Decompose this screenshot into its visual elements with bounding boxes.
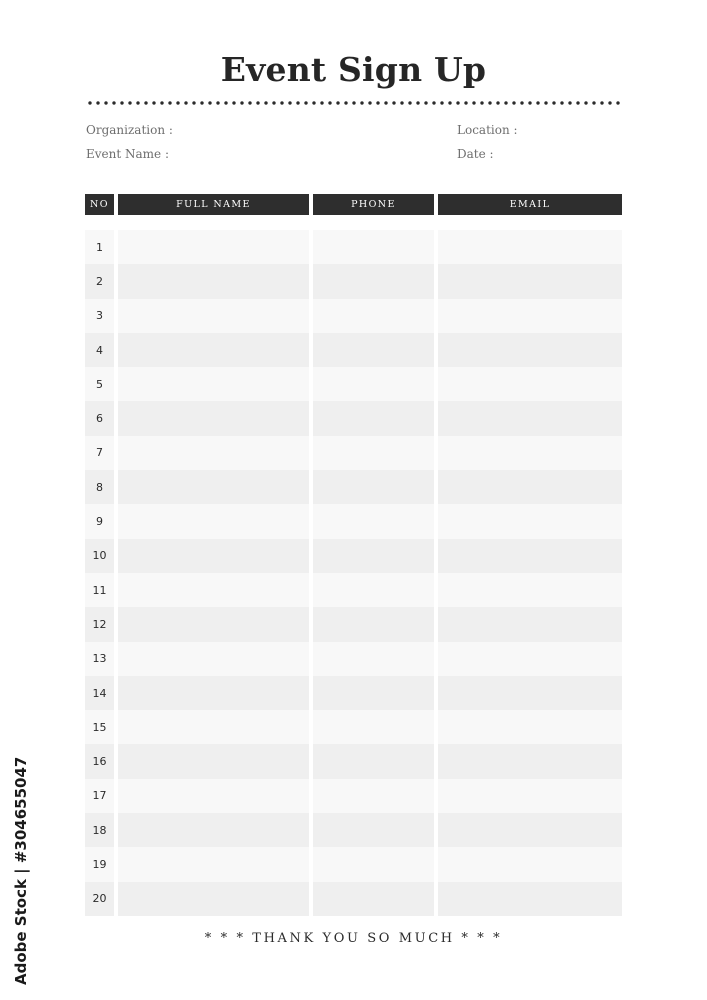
location-label: Location : bbox=[457, 123, 518, 137]
email-cell[interactable] bbox=[438, 367, 622, 401]
column-header-email: EMAIL bbox=[438, 194, 622, 215]
page-title: Event Sign Up bbox=[220, 50, 487, 89]
row-number: 6 bbox=[85, 401, 114, 435]
email-cell[interactable] bbox=[438, 504, 622, 538]
full-name-cell[interactable] bbox=[118, 436, 309, 470]
table-row bbox=[85, 504, 622, 538]
phone-cell[interactable] bbox=[313, 470, 434, 504]
table-row bbox=[85, 847, 622, 881]
email-cell[interactable] bbox=[438, 642, 622, 676]
phone-cell[interactable] bbox=[313, 401, 434, 435]
email-cell[interactable] bbox=[438, 436, 622, 470]
full-name-cell[interactable] bbox=[118, 676, 309, 710]
row-number: 4 bbox=[85, 333, 114, 367]
email-cell[interactable] bbox=[438, 882, 622, 916]
table-row bbox=[85, 367, 622, 401]
full-name-cell[interactable] bbox=[118, 573, 309, 607]
row-number: 16 bbox=[85, 744, 114, 778]
column-header-full-name: FULL NAME bbox=[118, 194, 309, 215]
email-cell[interactable] bbox=[438, 607, 622, 641]
email-cell[interactable] bbox=[438, 744, 622, 778]
email-cell[interactable] bbox=[438, 401, 622, 435]
full-name-cell[interactable] bbox=[118, 710, 309, 744]
row-number: 15 bbox=[85, 710, 114, 744]
full-name-cell[interactable] bbox=[118, 367, 309, 401]
phone-cell[interactable] bbox=[313, 676, 434, 710]
email-cell[interactable] bbox=[438, 539, 622, 573]
full-name-cell[interactable] bbox=[118, 264, 309, 298]
phone-cell[interactable] bbox=[313, 847, 434, 881]
column-header-phone: PHONE bbox=[313, 194, 434, 215]
table-row bbox=[85, 882, 622, 916]
full-name-cell[interactable] bbox=[118, 539, 309, 573]
stock-watermark-id: Adobe Stock | #304655047 bbox=[12, 756, 30, 985]
date-label: Date : bbox=[457, 147, 494, 161]
email-cell[interactable] bbox=[438, 779, 622, 813]
row-number: 17 bbox=[85, 779, 114, 813]
row-number: 2 bbox=[85, 264, 114, 298]
email-cell[interactable] bbox=[438, 573, 622, 607]
table-row bbox=[85, 436, 622, 470]
full-name-cell[interactable] bbox=[118, 504, 309, 538]
full-name-cell[interactable] bbox=[118, 401, 309, 435]
table-row bbox=[85, 539, 622, 573]
row-number: 11 bbox=[85, 573, 114, 607]
full-name-cell[interactable] bbox=[118, 470, 309, 504]
phone-cell[interactable] bbox=[313, 573, 434, 607]
table-row bbox=[85, 401, 622, 435]
row-number: 3 bbox=[85, 299, 114, 333]
email-cell[interactable] bbox=[438, 710, 622, 744]
table-row bbox=[85, 333, 622, 367]
phone-cell[interactable] bbox=[313, 710, 434, 744]
email-cell[interactable] bbox=[438, 676, 622, 710]
phone-cell[interactable] bbox=[313, 642, 434, 676]
row-number: 20 bbox=[85, 882, 114, 916]
phone-cell[interactable] bbox=[313, 539, 434, 573]
full-name-cell[interactable] bbox=[118, 642, 309, 676]
dotted-divider bbox=[86, 100, 622, 106]
column-header-no: NO bbox=[85, 194, 114, 215]
row-number: 9 bbox=[85, 504, 114, 538]
full-name-cell[interactable] bbox=[118, 230, 309, 264]
table-row bbox=[85, 710, 622, 744]
email-cell[interactable] bbox=[438, 813, 622, 847]
phone-cell[interactable] bbox=[313, 607, 434, 641]
table-row bbox=[85, 813, 622, 847]
full-name-cell[interactable] bbox=[118, 607, 309, 641]
email-cell[interactable] bbox=[438, 470, 622, 504]
full-name-cell[interactable] bbox=[118, 333, 309, 367]
row-number: 19 bbox=[85, 847, 114, 881]
phone-cell[interactable] bbox=[313, 264, 434, 298]
organization-label: Organization : bbox=[86, 123, 173, 137]
row-number: 8 bbox=[85, 470, 114, 504]
phone-cell[interactable] bbox=[313, 744, 434, 778]
full-name-cell[interactable] bbox=[118, 299, 309, 333]
phone-cell[interactable] bbox=[313, 230, 434, 264]
phone-cell[interactable] bbox=[313, 779, 434, 813]
table-row bbox=[85, 779, 622, 813]
table-row bbox=[85, 676, 622, 710]
full-name-cell[interactable] bbox=[118, 847, 309, 881]
row-number: 1 bbox=[85, 230, 114, 264]
row-number: 12 bbox=[85, 607, 114, 641]
table-row bbox=[85, 744, 622, 778]
footer-thanks: * * * THANK YOU SO MUCH * * * bbox=[204, 931, 503, 946]
phone-cell[interactable] bbox=[313, 367, 434, 401]
phone-cell[interactable] bbox=[313, 436, 434, 470]
table-row bbox=[85, 573, 622, 607]
signup-table-body bbox=[85, 230, 622, 916]
row-number: 10 bbox=[85, 539, 114, 573]
table-row bbox=[85, 264, 622, 298]
row-number: 14 bbox=[85, 676, 114, 710]
email-cell[interactable] bbox=[438, 230, 622, 264]
phone-cell[interactable] bbox=[313, 813, 434, 847]
table-row bbox=[85, 642, 622, 676]
event-name-label: Event Name : bbox=[86, 147, 169, 161]
email-cell[interactable] bbox=[438, 333, 622, 367]
table-row bbox=[85, 299, 622, 333]
phone-cell[interactable] bbox=[313, 882, 434, 916]
full-name-cell[interactable] bbox=[118, 882, 309, 916]
row-number: 5 bbox=[85, 367, 114, 401]
email-cell[interactable] bbox=[438, 299, 622, 333]
full-name-cell[interactable] bbox=[118, 744, 309, 778]
table-row bbox=[85, 607, 622, 641]
email-cell[interactable] bbox=[438, 264, 622, 298]
row-number: 7 bbox=[85, 436, 114, 470]
full-name-cell[interactable] bbox=[118, 813, 309, 847]
row-number: 13 bbox=[85, 642, 114, 676]
table-row bbox=[85, 470, 622, 504]
full-name-cell[interactable] bbox=[118, 779, 309, 813]
table-row bbox=[85, 230, 622, 264]
phone-cell[interactable] bbox=[313, 333, 434, 367]
row-number: 18 bbox=[85, 813, 114, 847]
phone-cell[interactable] bbox=[313, 299, 434, 333]
email-cell[interactable] bbox=[438, 847, 622, 881]
phone-cell[interactable] bbox=[313, 504, 434, 538]
